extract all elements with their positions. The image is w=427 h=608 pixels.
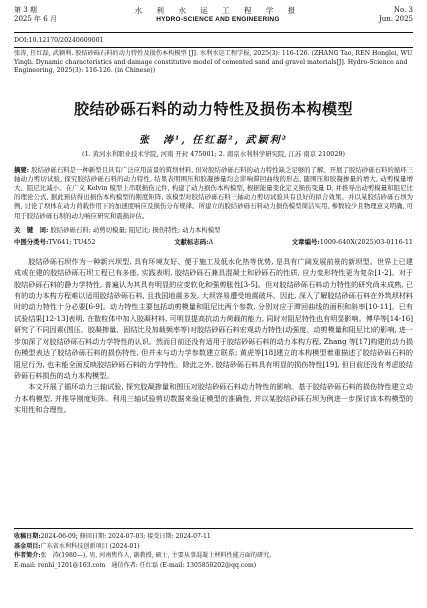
clc-value: TV641; TU452 [48, 237, 96, 246]
issue-number-en: No. 3 [393, 6, 413, 14]
keywords-text: 胶结砂砾石料; 动剪切模量; 阻尼比; 损伤特性; 动力本构模型 [50, 225, 221, 234]
author-affiliation: (1. 黄河水利职业技术学院, 河南 开封 475001; 2. 南京水利科学研究院, 江苏 南京 210029) [81, 149, 346, 158]
doc-label: 文献标志码: [174, 237, 209, 246]
abstract-label: 摘要: [14, 165, 30, 174]
journal-header [14, 0, 413, 33]
issue-number: 第 3 期 [14, 6, 37, 14]
contact-email: E-mail: renhl_1201@163.com 通信作者: 任红磊 (E-mail: 1305850202@qq.com) [14, 561, 257, 569]
article-id-value: 1009-640X(2025)03-0116-11 [319, 237, 413, 246]
keywords [14, 226, 413, 235]
header-right [379, 6, 413, 24]
received-label: 收稿日期: [14, 533, 41, 540]
author-bio-label: 作者简介: [14, 552, 41, 560]
journal-name-en: HYDRO-SCIENCE AND ENGINEERING [156, 16, 280, 23]
classification-row [14, 237, 413, 246]
issue-date: 2025 年 6 月 [14, 15, 57, 23]
received-dates [14, 532, 413, 542]
header-left [14, 6, 57, 24]
body-paragraph-1: 胶结砂砾石坝作为一种新兴坝型, 具有环境友好、便于施工及低水化热等优势, 是具有广阔发展前景的新坝型。世界上已建成或在建的胶结砂砾石坝工程已有多座, 实践表明, 胶结砂砾石兼具混凝土和砂砾石的性质, 应力变形特性更为复杂[1-2]。对于胶结砂砾石料的静力学特性, 普遍认为其具有明显的应变软化和强剪胀性[3-5]。但对胶结砂砾石料动力特性的研究尚未成熟, 已有的动力本构方程难以适用胶结砂砾石料, 且我国地震多发, 大坝容易遭受地震破坏。因此, 深入了解胶结砂砾石料在外筑坝材料时的动力特性十分必要[6-9]。动力特性主要包括动剪模量和阻尼比两个参数, 分别对应于滞回曲线的面积和斜率[10-11]。已有试验结果[12-13]表明, 在散粒体中加入胶凝材料, 可明显提高抗动力荷载的能力, 同时对阻尼特性也有明显影响。傅华等[14-16]研究了不同因素(围压、胶凝掺量、固结比及加载频率等)对胶结砂砾石料宏观动力特性(动强度、动剪模量和阻尼比)的影响, 进一步加深了对胶结砂砾石料动力学特性的认识。然而目前还没有适用于胶结砂砾石料的动力本构方程, Zhang 等[17]构建的动力损伤模型表达了胶结砂砾石料的损伤特性, 但并未与动力学参数建立联系; 黄虎等[18]建立的本构模型着重描述了胶结砂砾石料的阻尼行为, 也未能全面反映胶结砂砾石料的力学特性。除此之外, 胶结砂砾石料具有明显的损伤特性[19], 但目前还没有考虑胶结砂砾石料损伤的动力本构模型。 [14, 256, 413, 380]
doc-code [174, 237, 213, 246]
fund-value: 广东省水利科技创新项目 (2024-01) [40, 542, 140, 550]
paper-authors: 张 涛¹, 任红磊², 武颖利² [138, 134, 289, 146]
body-paragraph-2: 本文开展了循环动力三轴试验, 探究胶凝掺量和围压对胶结砂砾石料动力特性的影响。基于胶结砂砾石料的损伤特性建立动力本构模型, 并推导刚度矩阵。利用三轴试验剪切数据来验证模型的准确性, 并以某胶结砂砾石坝为例进一步探讨该本构模型的实用性和合理性。 [14, 382, 413, 415]
keywords-label: 关 键 词: [14, 225, 49, 234]
article-id-label: 文章编号: [291, 237, 320, 246]
footnote [14, 528, 413, 570]
fund-info [14, 542, 413, 552]
citation: 张涛, 任红磊, 武颖利. 胶结砂砾石料的动力特性及损伤本构模型 [J]. 水利水运工程学报, 2025(3): 116-126. (ZHANG Tao, REN Honglei, WU Yingli. Dynamic characteristics and damage constitutive model of cemented sand and gravel materials[J]. Hydro-Science and Engineering, 2025(3): 116-126. (in Chinese)) [14, 50, 413, 75]
paper-title: 胶结砂砾石料的动力特性及损伤本构模型 [73, 99, 353, 118]
issue-date-en: Jun. 2025 [378, 15, 413, 23]
journal-name-cn: 水 利 水 运 工 程 学 报 [134, 6, 302, 15]
clc-label: 中图分类号: [14, 237, 49, 246]
author-bio-value: 张 涛(1980—), 男, 河南焦作人, 副教授, 硕士, 主要从事混凝土材料性能方面的研究。 [40, 552, 276, 560]
abstract-text: 胶结砂砾石料是一种新型且具有广泛应用前景的筑坝材料, 但对胶结砂砾石料的动力特性缺乏足够的了解。开展了胶结砂砾石料的循环三轴动力剪切试验, 探究胶结砂砾石料的动力特性, 结果表明围压和胶凝掺量均会影响滞回曲线的形态, 随围压和胶凝掺量的增大, 动剪模量增大、阻尼比减小。在广义 Kelvin 模型上串联损伤元件, 构建了动力损伤本构模型, 根据能量变化定义损伤变量 D, 并推导出动剪模量和阻尼比的理论公式, 据此预估得出损伤本构模型的刚度矩阵, 该模型对胶结砂砾石料三轴动力剪切试验具有良好的拟合效果。并以某胶结砂砾石坝为例, 讨论了坝体在动力荷载作用下的加速度响应及损伤分布规律。所建立的胶结砂砾石料动力损伤模型简洁实用, 参数较少且物理意义明确, 可用于胶结砂砾石坝的动力响应研究和震损评估。 [14, 165, 413, 220]
header-center [135, 6, 302, 24]
doc-value: A [208, 237, 214, 246]
author-bio [14, 551, 413, 561]
fund-label: 基金项目: [14, 542, 41, 550]
clc-code [14, 237, 95, 246]
received-value: 2024-06-09; 修回日期: 2024-07-03; 接受日期: 2024-07-11 [40, 533, 211, 540]
article-meta [14, 37, 413, 76]
body-text [14, 256, 413, 416]
article-id [292, 237, 413, 246]
doi: DOI:10.12170/20240609001 [14, 37, 413, 48]
abstract [14, 166, 413, 221]
